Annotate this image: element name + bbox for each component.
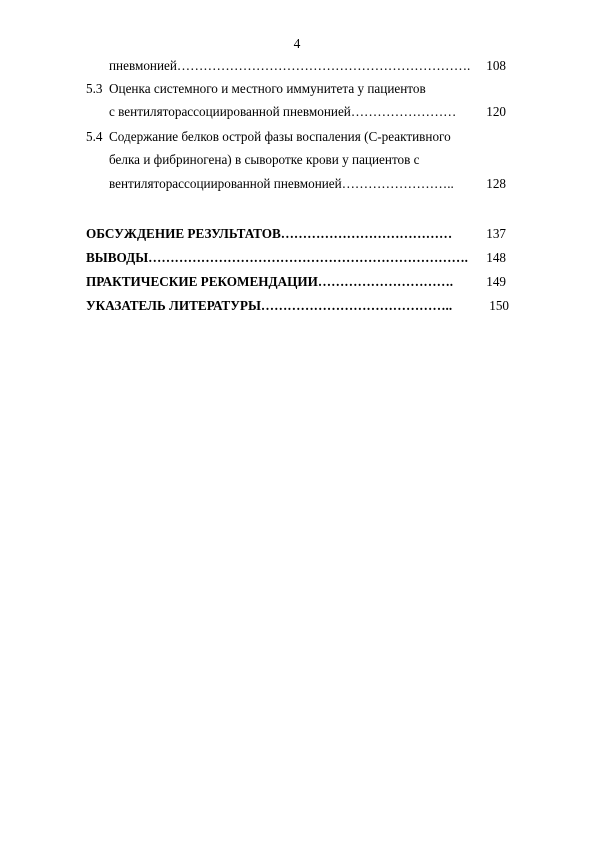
toc-section-5-3-line-1: Оценка системного и местного иммунитета у пациентов <box>109 81 426 96</box>
page-number: 4 <box>293 36 301 51</box>
toc-section-5-4-page: 128 <box>486 176 506 191</box>
toc-chapter-conclusions-page: 148 <box>486 250 506 265</box>
toc-chapter-discussion-page: 137 <box>486 226 506 241</box>
toc-chapter-discussion: ОБСУЖДЕНИЕ РЕЗУЛЬТАТОВ………………………………… <box>86 226 453 241</box>
toc-section-5-4-line-2: белка и фибриногена) в сыворотке крови у пациентов с <box>109 152 420 167</box>
toc-entry-continuation-page: 108 <box>486 58 506 73</box>
toc-chapter-references: УКАЗАТЕЛЬ ЛИТЕРАТУРЫ…………………………………….. <box>86 298 453 313</box>
toc-section-5-4-line-1: Содержание белков острой фазы воспаления (С-реактивного <box>109 129 451 144</box>
toc-chapter-recommendations-page: 149 <box>486 274 506 289</box>
toc-section-number-5-3: 5.3 <box>86 81 103 96</box>
toc-section-5-4-line-3: вентиляторассоциированной пневмонией…………………….. <box>109 176 454 191</box>
toc-chapter-conclusions: ВЫВОДЫ………………………………………………………………. <box>86 250 468 265</box>
toc-entry-continuation-text: пневмонией…………………………………………………………. <box>109 58 471 73</box>
toc-section-5-3-page: 120 <box>486 104 506 119</box>
toc-section-number-5-4: 5.4 <box>86 129 103 144</box>
toc-section-5-3-line-2: с вентиляторассоциированной пневмонией…………………… <box>109 104 457 119</box>
toc-chapter-references-page: 150 <box>489 298 509 313</box>
toc-chapter-recommendations: ПРАКТИЧЕСКИЕ РЕКОМЕНДАЦИИ…………………………. <box>86 274 454 289</box>
